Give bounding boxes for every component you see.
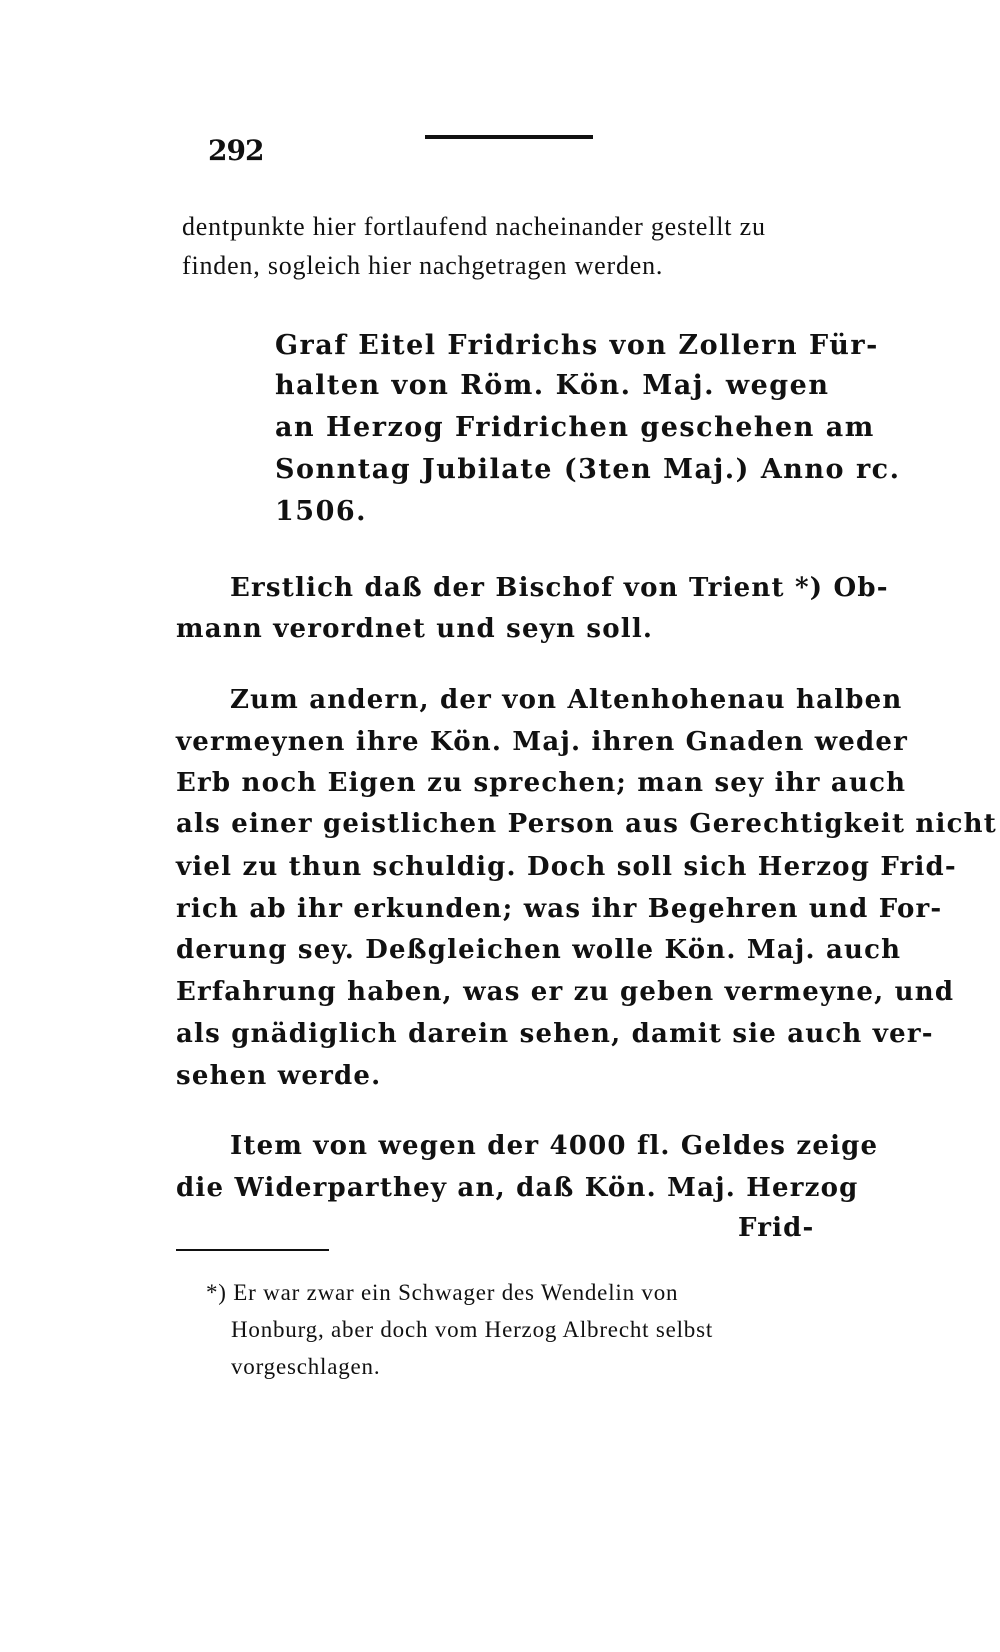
section-heading-line: halten von Röm. Kön. Maj. wegen: [275, 370, 830, 401]
footnote-line: vorgeschlagen.: [231, 1354, 381, 1379]
page-number: 292: [208, 134, 264, 167]
body-text-line: viel zu thun schuldig. Doch soll sich Herzog Frid-: [176, 852, 957, 882]
section-heading-line: an Herzog Fridrichen geschehen am: [275, 412, 875, 443]
footnote-rule: [176, 1249, 329, 1251]
body-text-line: als gnädiglich darein sehen, damit sie auch ver-: [176, 1019, 934, 1049]
body-text-line: Item von wegen der 4000 fl. Geldes zeige: [230, 1131, 879, 1161]
footnote-line: Honburg, aber doch vom Herzog Albrecht selbst: [231, 1317, 714, 1342]
body-text-line: die Widerparthey an, daß Kön. Maj. Herzog: [176, 1173, 859, 1203]
section-heading-line: Sonntag Jubilate (3ten Maj.) Anno rc.: [275, 454, 901, 485]
intro-line: dentpunkte hier fortlaufend nacheinander gestellt zu: [182, 212, 766, 241]
section-heading-line: 1506.: [275, 496, 368, 527]
body-text-line: Erfahrung haben, was er zu geben vermeyne, und: [176, 977, 955, 1007]
body-text-line: Erstlich daß der Bischof von Trient *) Ob-: [230, 573, 889, 603]
body-text-line: Erb noch Eigen zu sprechen; man sey ihr auch: [176, 768, 907, 798]
body-text-line: rich ab ihr erkunden; was ihr Begehren und For-: [176, 894, 943, 924]
body-text-line: sehen werde.: [176, 1061, 382, 1091]
body-text-line: derung sey. Deßgleichen wolle Kön. Maj. auch: [176, 935, 902, 965]
body-text-line: vermeynen ihre Kön. Maj. ihren Gnaden weder: [176, 727, 909, 757]
header-rule: [425, 135, 593, 139]
body-text-line: Zum andern, der von Altenhohenau halben: [230, 685, 903, 715]
body-text-line: als einer geistlichen Person aus Gerechtigkeit nicht: [176, 809, 997, 839]
body-text-line: mann verordnet und seyn soll.: [176, 614, 654, 644]
footnote-line: *) Er war zwar ein Schwager des Wendelin von: [206, 1280, 679, 1305]
intro-line: finden, sogleich hier nachgetragen werden.: [182, 251, 664, 280]
section-heading-line: Graf Eitel Fridrichs von Zollern Für-: [275, 330, 879, 361]
catchword: Frid-: [738, 1213, 815, 1243]
